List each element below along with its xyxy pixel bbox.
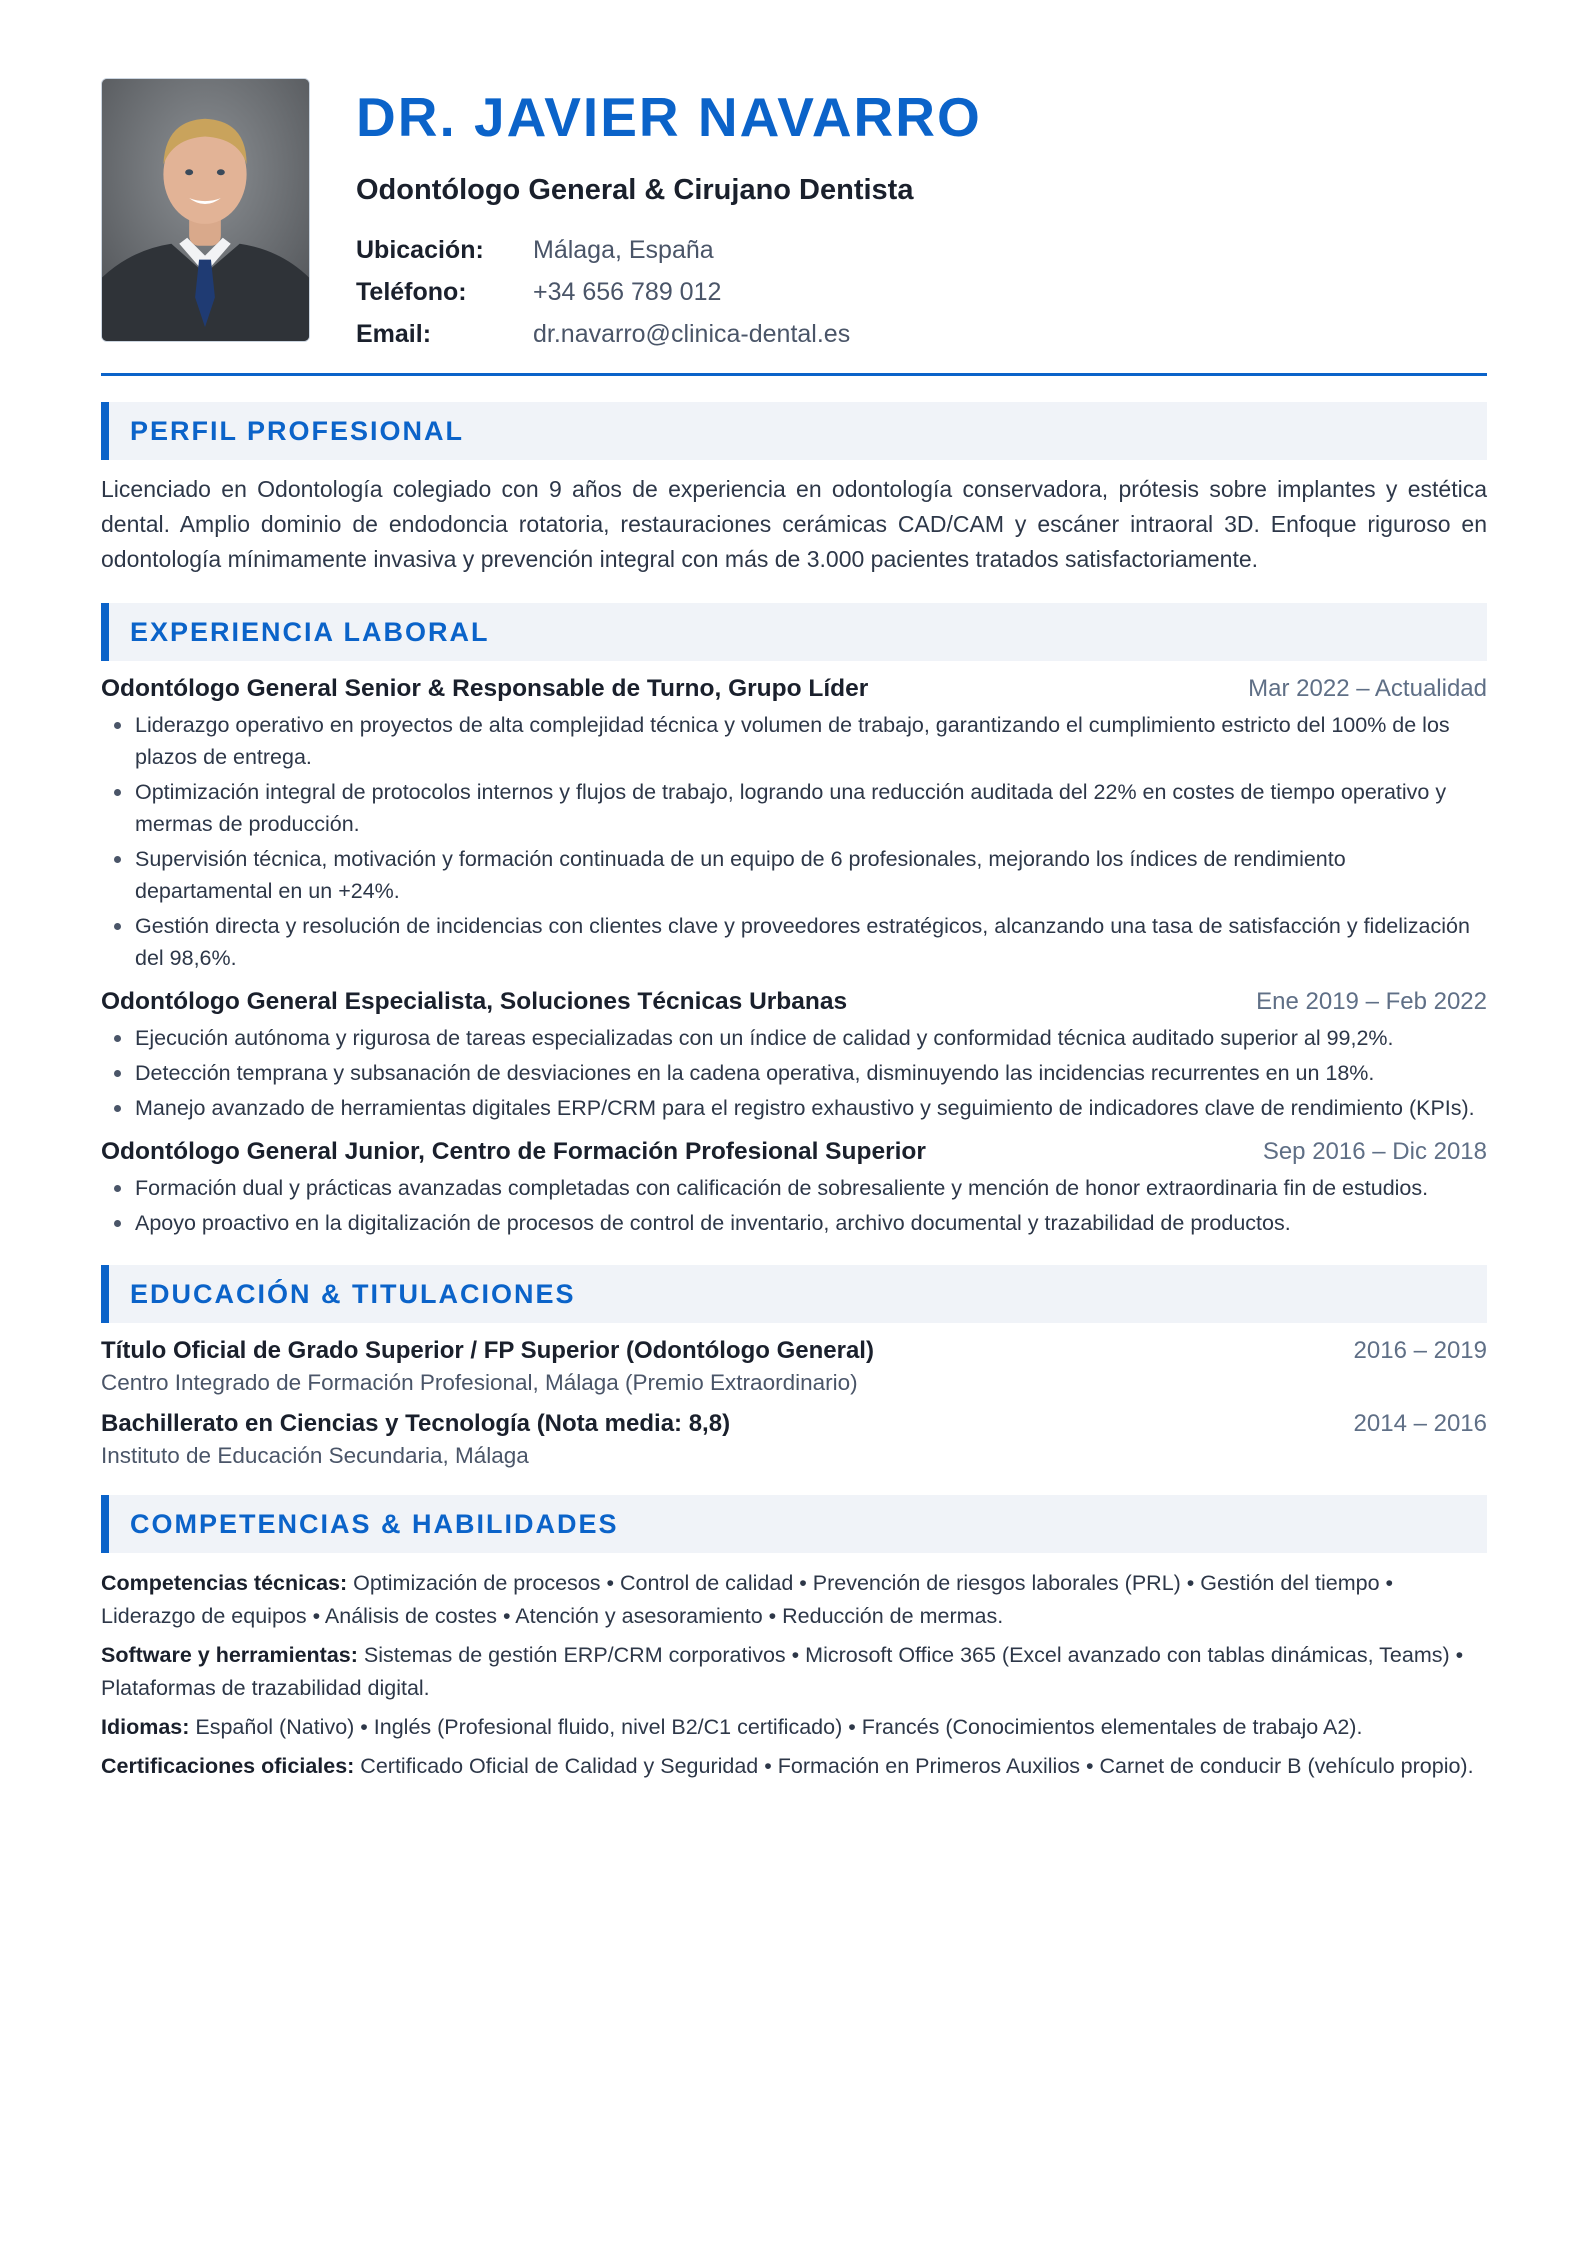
header-info <box>356 78 982 355</box>
job-bullets <box>101 709 1487 974</box>
skill-label: Idiomas: <box>101 1715 190 1739</box>
job-dates: Sep 2016 – Dic 2018 <box>1262 1138 1487 1165</box>
job-bullet: Detección temprana y subsanación de desviaciones en la cadena operativa, disminuyendo las incidencias recurrentes en un 18%. <box>101 1057 1487 1089</box>
education-title: Bachillerato en Ciencias y Tecnología (Nota media: 8,8) <box>101 1410 731 1437</box>
job-bullet: Ejecución autónoma y rigurosa de tareas especializadas con un índice de calidad y conformidad técnica auditado superior al 99,2%. <box>101 1022 1487 1054</box>
education-dates: 2016 – 2019 <box>1353 1337 1487 1364</box>
job-bullet: Supervisión técnica, motivación y formación continuada de un equipo de 6 profesionales, mejorando los índices de rendimiento departamental en un +24%. <box>101 843 1487 907</box>
education-header <box>101 1410 1487 1438</box>
skill-text: Optimización de procesos • Control de calidad • Prevención de riesgos laborales (PRL) • Gestión del tiempo • Liderazgo de equipos • Análisis de costes • Atención y asesoramiento • Reducción de mermas. <box>101 1571 1394 1628</box>
education-school: Centro Integrado de Formación Profesional, Málaga (Premio Extraordinario) <box>101 1370 858 1395</box>
education-entry <box>101 1337 1487 1396</box>
education-entry <box>101 1410 1487 1469</box>
contact-email <box>356 313 982 355</box>
skill-text: Certificado Oficial de Calidad y Seguridad • Formación en Primeros Auxilios • Carnet de conducir B (vehículo propio). <box>354 1754 1474 1778</box>
education-header <box>101 1337 1487 1365</box>
skill-item <box>101 1567 1487 1633</box>
contact-value: Málaga, España <box>533 236 714 264</box>
contact-location <box>356 229 982 271</box>
contact-phone <box>356 271 982 313</box>
section-header-education <box>101 1265 1487 1323</box>
job-header <box>101 675 1487 703</box>
contact-label: Email: <box>356 320 432 348</box>
section-title: EDUCACIÓN & TITULACIONES <box>130 1278 576 1309</box>
job-bullets <box>101 1022 1487 1124</box>
job-title: Odontólogo General Especialista, Soluciones Técnicas Urbanas <box>101 988 848 1015</box>
candidate-headline: Odontólogo General & Cirujano Dentista <box>356 174 914 206</box>
job-bullet: Manejo avanzado de herramientas digitales ERP/CRM para el registro exhaustivo y seguimiento de indicadores clave de rendimiento (KPIs). <box>101 1092 1487 1124</box>
section-header-experience <box>101 603 1487 661</box>
job-bullet: Optimización integral de protocolos internos y flujos de trabajo, logrando una reducción auditada del 22% en costes de tiempo operativo y mermas de producción. <box>101 776 1487 840</box>
job-entry <box>101 675 1487 974</box>
contact-label: Ubicación: <box>356 236 484 264</box>
skill-text: Español (Nativo) • Inglés (Profesional fluido, nivel B2/C1 certificado) • Francés (Conocimientos elementales de trabajo A2). <box>189 1715 1363 1739</box>
skill-item <box>101 1711 1487 1744</box>
profile-photo <box>101 78 310 342</box>
job-title: Odontólogo General Senior & Responsable de Turno, Grupo Líder <box>101 675 869 702</box>
job-dates: Ene 2019 – Feb 2022 <box>1256 988 1487 1015</box>
education-title: Título Oficial de Grado Superior / FP Superior (Odontólogo General) <box>101 1337 874 1364</box>
profile-summary: Licenciado en Odontología colegiado con 9 años de experiencia en odontología conservadora, prótesis sobre implantes y estética dental. Amplio dominio de endodoncia rotatoria, restauraciones cerámicas CAD/CAM y escáner intraoral 3D. Enfoque riguroso en odontología mínimamente invasiva y prevención integral con más de 3.000 pacientes tratados satisfactoriamente. <box>101 476 1487 572</box>
section-title: EXPERIENCIA LABORAL <box>130 616 490 647</box>
job-title: Odontólogo General Junior, Centro de Formación Profesional Superior <box>101 1138 926 1165</box>
contact-block <box>356 229 982 355</box>
skill-label: Certificaciones oficiales: <box>101 1754 355 1778</box>
job-bullet: Liderazgo operativo en proyectos de alta complejidad técnica y volumen de trabajo, garantizando el cumplimiento estricto del 100% de los plazos de entrega. <box>101 709 1487 773</box>
portrait-image <box>102 79 309 341</box>
contact-value: +34 656 789 012 <box>533 278 722 306</box>
section-header-skills <box>101 1495 1487 1553</box>
candidate-name: DR. JAVIER NAVARRO <box>356 86 982 148</box>
resume-header <box>101 78 1487 355</box>
skills-list <box>101 1567 1487 1783</box>
section-title: PERFIL PROFESIONAL <box>130 415 465 446</box>
skill-label: Competencias técnicas: <box>101 1571 348 1595</box>
job-dates: Mar 2022 – Actualidad <box>1248 675 1487 702</box>
job-bullet: Gestión directa y resolución de incidencias con clientes clave y proveedores estratégicos, alcanzando una tasa de satisfacción y fidelización del 98,6%. <box>101 910 1487 974</box>
job-bullets <box>101 1172 1487 1239</box>
section-header-profile <box>101 402 1487 460</box>
skill-text: Sistemas de gestión ERP/CRM corporativos • Microsoft Office 365 (Excel avanzado con tablas dinámicas, Teams) • Plataformas de trazabilidad digital. <box>101 1643 1464 1700</box>
section-title: COMPETENCIAS & HABILIDADES <box>130 1508 619 1539</box>
job-entry <box>101 1138 1487 1239</box>
education-school: Instituto de Educación Secundaria, Málaga <box>101 1443 529 1468</box>
education-dates: 2014 – 2016 <box>1353 1410 1487 1437</box>
job-bullet: Apoyo proactivo en la digitalización de procesos de control de inventario, archivo documental y trazabilidad de productos. <box>101 1207 1487 1239</box>
header-divider <box>101 373 1487 376</box>
contact-value: dr.navarro@clinica-dental.es <box>533 320 851 348</box>
job-header <box>101 1138 1487 1166</box>
skill-item <box>101 1750 1487 1783</box>
contact-label: Teléfono: <box>356 278 467 306</box>
job-entry <box>101 988 1487 1124</box>
skill-label: Software y herramientas: <box>101 1643 358 1667</box>
job-header <box>101 988 1487 1016</box>
job-bullet: Formación dual y prácticas avanzadas completadas con calificación de sobresaliente y mención de honor extraordinaria fin de estudios. <box>101 1172 1487 1204</box>
skill-item <box>101 1639 1487 1705</box>
